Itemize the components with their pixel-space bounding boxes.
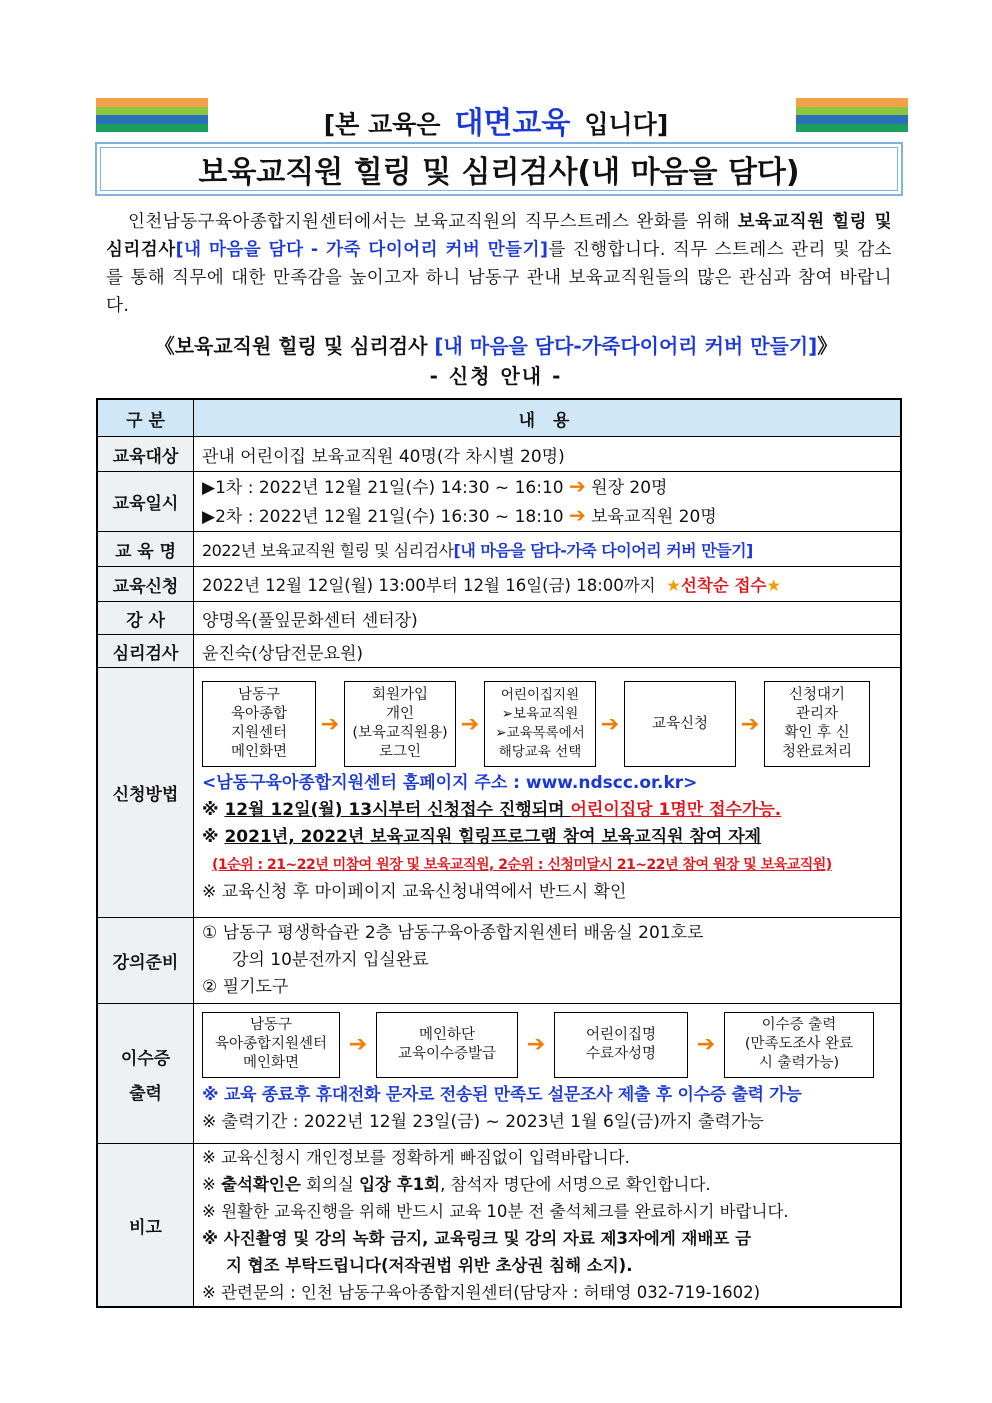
session-2: ▶2차 : 2022년 12월 21일(수) 16:30 ~ 18:10 ➔ 보육교직원 20명 xyxy=(202,502,717,527)
row-name: 교 육 명 2022년 보육교직원 힐링 및 심리검사[내 마음을 담다-가죽 다이어리 커버 만들기] xyxy=(97,532,901,567)
info-table xyxy=(96,398,902,1308)
method-note-2: ※ 2021년, 2022년 보육교직원 힐링프로그램 참여 보육교직원 참여 자제 xyxy=(202,827,762,847)
program-subtitle: 《보육교직원 힐링 및 심리검사 [내 마음을 담다-가죽다이어리 커버 만들기]》 xyxy=(154,334,838,358)
flow-step: 이수증 출력 (만족도조사 완료 시 출력가능) xyxy=(724,1012,874,1078)
row-method: 신청방법 남동구 육아종합 지원센터 메인화면 ➔ 회원가입 개인 (보육교직원용) 로그인 ➔ 어린이집지원 ➢보육교직원 ➢교육목록에서 해당교육 선택 ➔ 교육신청 ➔ 신청대기 관리자 확인 후 신 청완료처리 <남동구육아종합지원센터 홈페이지 주소 : www.ndscc.or.kr> ※ 12월 12일(월) 13시부터 신청접수 진행되며 어린이집당 1명만 접수가능. ※ 2021년, 2022년 보육교직원 힐링프로그램 참여 보육교직원 참여 자제 (1순위 : 21~22년 미참여 원장 및 보육교직원, 2순위 : 신청미달시 21~22년 참여 원장 및 보육교직원) ※ 교육신청 후 마이페이지 교육신청내역에서 반드시 확인 xyxy=(97,668,901,918)
right-arrow-icon: ➔ xyxy=(696,1032,716,1057)
right-arrow-icon: ➔ xyxy=(526,1032,546,1057)
flow-step: 신청대기 관리자 확인 후 신 청완료처리 xyxy=(764,681,870,767)
right-arrow-icon: ➔ xyxy=(460,711,480,737)
cert-note-2: ※ 출력기간 : 2022년 12월 23일(금) ~ 2023년 1월 6일(금)까지 출력가능 xyxy=(202,1111,764,1132)
flow-step: 회원가입 개인 (보육교직원용) 로그인 xyxy=(344,681,456,767)
row-test: 심리검사 윤진숙(상담전문요원) xyxy=(97,635,901,668)
row-cert: 이수증 출력 남동구 육아종합지원센터 메인화면 ➔ 메인하단 교육이수증발급 ➔ 어린이집명 수료자성명 ➔ 이수증 출력 (만족도조사 완료 시 출력가능) ※ 교육 종료후 휴대전화 문자로 전송된 만족도 설문조사 제출 후 이수증 출력 가능 ※ 출력기간 : 2022년 12월 23일(금) ~ 2023년 1월 6일(금)까지 출력가능 xyxy=(97,1004,901,1144)
row-prep: 강의준비 ① 남동구 평생학습관 2층 남동구육아종합지원센터 배움실 201호로 강의 10분전까지 입실완료 ② 필기도구 xyxy=(97,918,901,1004)
intro-paragraph: 인천남동구육아종합지원센터에서는 보육교직원의 직무스트레스 완화를 위해 보육교직원 힐링 및 심리검사[내 마음을 담다 - 가죽 다이어리 커버 만들기]를 진행합니다. 직무 스트레스 관리 및 감소를 통해 직무에 대한 만족감을 높이고자 하니 남동구 관내 보육교직원들의 많은 관심과 참여 바랍니다. xyxy=(106,212,892,316)
flow-step: 어린이집명 수료자성명 xyxy=(554,1012,688,1078)
homepage-link[interactable]: <남동구육아종합지원센터 홈페이지 주소 : www.ndscc.or.kr> xyxy=(202,773,698,793)
star-icon: ★ xyxy=(766,576,782,595)
cert-note-1: ※ 교육 종료후 휴대전화 문자로 전송된 만족도 설문조사 제출 후 이수증 출력 가능 xyxy=(202,1084,802,1105)
star-icon: ★ xyxy=(666,576,681,595)
method-note-4: ※ 교육신청 후 마이페이지 교육신청내역에서 반드시 확인 xyxy=(202,882,627,902)
right-arrow-icon: ➔ xyxy=(740,711,760,737)
method-note-3: (1순위 : 21~22년 미참여 원장 및 보육교직원, 2순위 : 신청미달시 21~22년 참여 원장 및 보육교직원) xyxy=(212,857,832,873)
right-arrow-icon: ➔ xyxy=(568,473,586,498)
table-header: 구 분 내 용 xyxy=(97,399,901,437)
flow-step: 메인하단 교육이수증발급 xyxy=(376,1012,518,1078)
flow-step: 남동구 육아종합 지원센터 메인화면 xyxy=(202,681,316,767)
flow-step: 남동구 육아종합지원센터 메인화면 xyxy=(202,1012,340,1078)
row-date: 교육일시 ▶1차 : 2022년 12월 21일(수) 14:30 ~ 16:10 ➔ 원장 20명 ▶2차 : 2022년 12월 21일(수) 16:30 ~ 18:10 ➔ 보육교직원 20명 xyxy=(97,472,901,532)
right-arrow-icon: ➔ xyxy=(568,502,586,527)
title-box xyxy=(95,142,903,196)
row-remarks: 비고 ※ 교육신청시 개인정보를 정확하게 빠짐없이 입력바랍니다. ※ 출석확인은 회의실 입장 후1회, 참석자 명단에 서명으로 확인합니다. ※ 원활한 교육진행을 위해 반드시 교육 10분 전 출석체크를 완료하시기 바랍니다. ※ 사진촬영 및 강의 녹화 금지, 교육링크 및 강의 자료 제3자에게 재배포 금 지 협조 부탁드립니다(저작권법 위반 초상권 침해 소지). ※ 관련문의 : 인천 남동구육아종합지원센터(담당자 : 허태영 032-719-1602) xyxy=(97,1144,901,1308)
right-arrow-icon: ➔ xyxy=(320,711,340,737)
flow-step: 어린이집지원 ➢보육교직원 ➢교육목록에서 해당교육 선택 xyxy=(484,681,596,767)
notice-heading: [본 교육은 대면교육 입니다] xyxy=(323,106,669,141)
right-arrow-icon: ➔ xyxy=(348,1032,368,1057)
right-arrow-icon: ➔ xyxy=(600,711,620,737)
session-1: ▶1차 : 2022년 12월 21일(수) 14:30 ~ 16:10 ➔ 원장 20명 xyxy=(202,473,668,498)
row-lecturer: 강 사 양명옥(풀잎문화센터 센터장) xyxy=(97,602,901,635)
method-note-1: ※ 12월 12일(월) 13시부터 신청접수 진행되며 어린이집당 1명만 접수가능. xyxy=(202,800,782,820)
row-apply: 교육신청 2022년 12월 12일(월) 13:00부터 12월 16일(금) 18:00까지 ★선착순 접수★ xyxy=(97,567,901,602)
page-title: 보육교직원 힐링 및 심리검사(내 마음을 담다) xyxy=(100,147,898,191)
apply-flow xyxy=(202,681,892,767)
row-target: 교육대상 관내 어린이집 보육교직원 40명(각 차시별 20명) xyxy=(97,437,901,472)
cert-flow xyxy=(202,1012,892,1078)
flow-step: 교육신청 xyxy=(624,681,736,767)
guide-heading: - 신청 안내 - xyxy=(429,364,563,388)
